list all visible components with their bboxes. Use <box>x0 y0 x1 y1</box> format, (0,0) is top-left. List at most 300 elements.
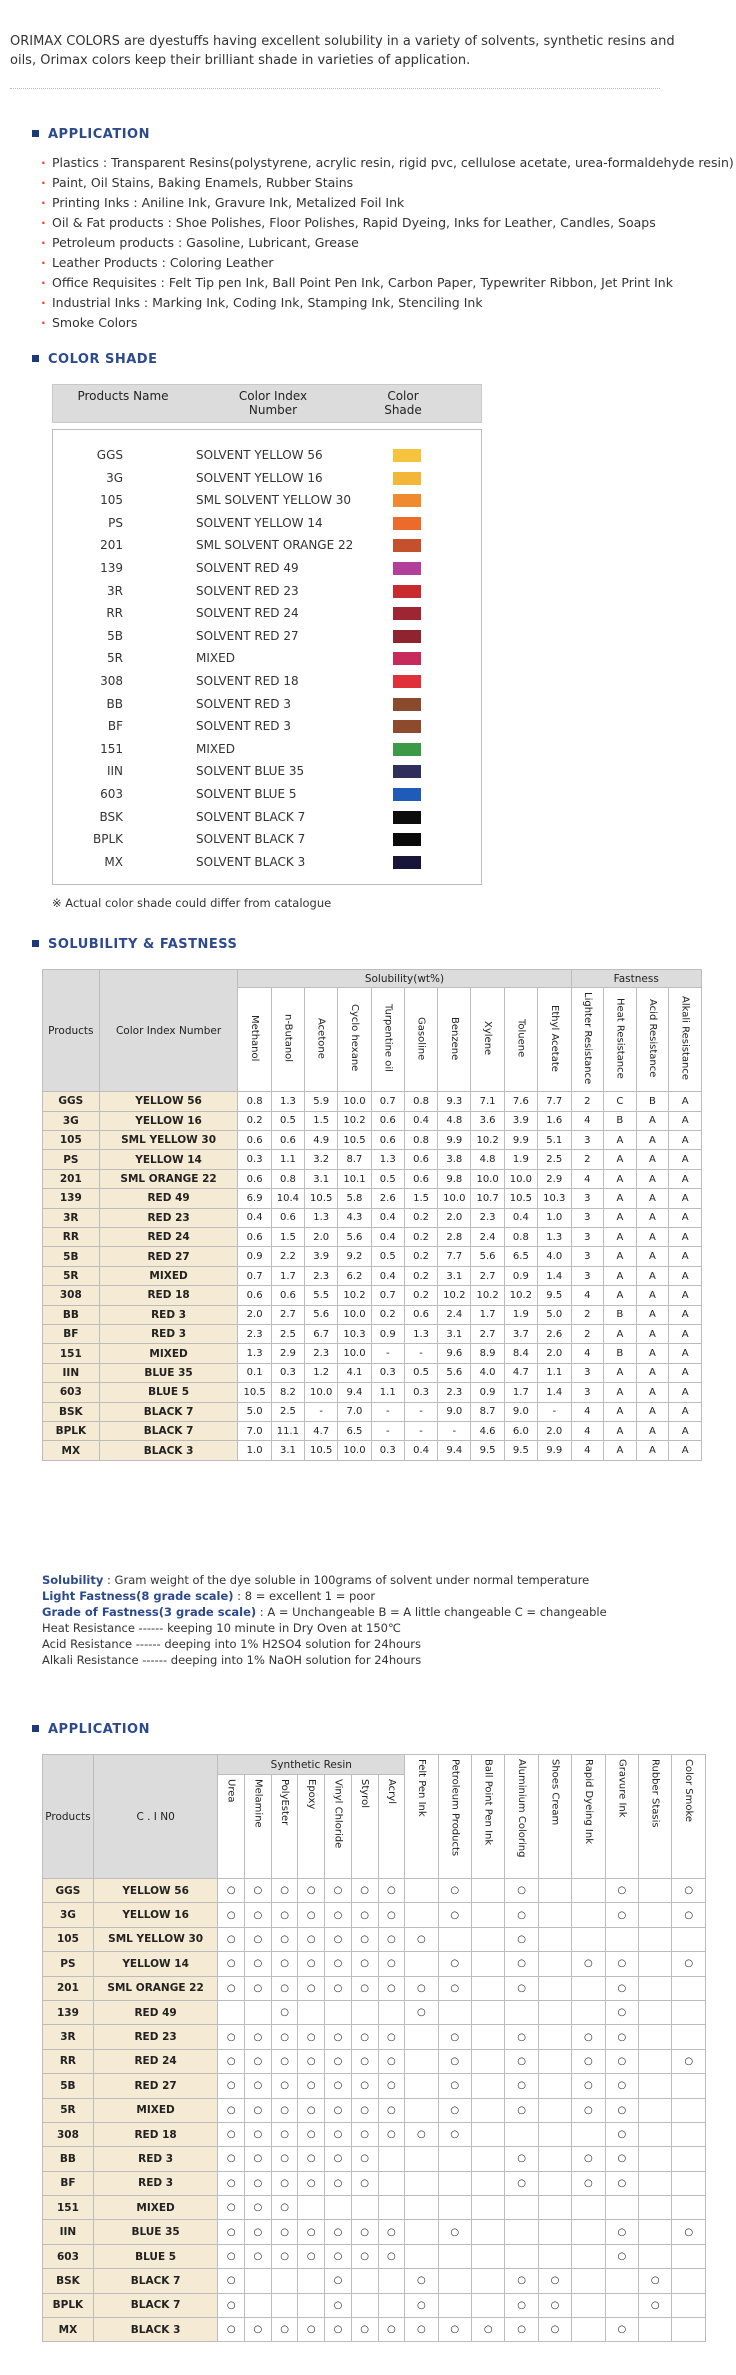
suitability-mark <box>438 2196 471 2220</box>
header-resin-type: Vinyl Chloride <box>325 1775 352 1879</box>
suitability-mark <box>472 2025 505 2049</box>
suitability-mark: ○ <box>605 2171 638 2195</box>
suitability-mark <box>672 2196 706 2220</box>
suitability-mark: ○ <box>271 2098 298 2122</box>
suitability-mark <box>538 1903 571 1927</box>
shade-row <box>53 580 481 603</box>
value-cell: 1.3 <box>305 1208 338 1227</box>
value-cell: 3 <box>571 1266 604 1285</box>
suitability-mark: ○ <box>505 2318 538 2342</box>
suitability-mark <box>472 2244 505 2268</box>
suitability-mark: ○ <box>505 1952 538 1976</box>
color-swatch <box>393 652 421 665</box>
suitability-mark <box>438 2293 471 2317</box>
header-solvent: Methanol <box>238 988 271 1092</box>
suitability-mark: ○ <box>505 2074 538 2098</box>
suitability-mark: ○ <box>378 2098 405 2122</box>
suitability-mark: ○ <box>378 1952 405 1976</box>
application-item: · Printing Inks : Aniline Ink, Gravure Ink, Metalized Foil Ink <box>52 193 734 213</box>
value-cell: A <box>669 1421 702 1440</box>
shade-color-index: SOLVENT BLACK 3 <box>196 854 306 869</box>
value-cell: 1.7 <box>504 1383 537 1402</box>
suitability-mark <box>378 2269 405 2293</box>
suitability-mark <box>325 2196 352 2220</box>
value-cell: B <box>604 1344 637 1363</box>
table-row <box>43 1927 706 1951</box>
suitability-mark <box>505 2244 538 2268</box>
value-cell: 0.5 <box>371 1169 404 1188</box>
suitability-mark: ○ <box>351 2171 378 2195</box>
suitability-mark: ○ <box>245 2049 272 2073</box>
shade-product: BF <box>107 719 123 734</box>
value-cell: 3.1 <box>305 1169 338 1188</box>
suitability-mark: ○ <box>271 1903 298 1927</box>
value-cell: 2.5 <box>538 1150 571 1169</box>
application-item: · Plastics : Transparent Resins(polystyrene, acrylic resin, rigid pvc, cellulose acetate, urea-formaldehyde resin) <box>52 153 734 173</box>
value-cell: - <box>371 1344 404 1363</box>
shade-row <box>53 806 481 829</box>
suitability-mark: ○ <box>605 2318 638 2342</box>
value-cell: A <box>636 1324 669 1343</box>
color-index-cell: BLUE 35 <box>99 1363 238 1382</box>
value-cell: 3.9 <box>305 1247 338 1266</box>
value-cell: 0.6 <box>371 1131 404 1150</box>
suitability-mark <box>438 2000 471 2024</box>
table-row <box>43 2000 706 2024</box>
value-cell: 0.3 <box>371 1363 404 1382</box>
product-cell: BSK <box>43 1402 100 1421</box>
cin-cell: BLACK 7 <box>93 2269 218 2293</box>
color-index-cell: RED 24 <box>99 1228 238 1247</box>
product-cell: MX <box>43 1441 100 1460</box>
suitability-mark: ○ <box>325 1976 352 2000</box>
shade-product: 603 <box>100 787 123 801</box>
solubility-table <box>42 969 702 1461</box>
value-cell: 4 <box>571 1402 604 1421</box>
value-cell: 0.7 <box>238 1266 271 1285</box>
value-cell: 1.7 <box>471 1305 504 1324</box>
suitability-mark <box>378 2000 405 2024</box>
header-resin-type: Acryl <box>378 1775 405 1879</box>
product-cell: 5B <box>43 1247 100 1266</box>
suitability-mark <box>538 2074 571 2098</box>
value-cell: A <box>669 1150 702 1169</box>
divider <box>10 88 660 89</box>
suitability-mark: ○ <box>438 2122 471 2146</box>
suitability-mark <box>639 2220 672 2244</box>
value-cell: A <box>604 1324 637 1343</box>
suitability-mark <box>472 1927 505 1951</box>
suitability-mark <box>505 2122 538 2146</box>
suitability-mark <box>405 1903 438 1927</box>
value-cell: 1.3 <box>404 1324 437 1343</box>
value-cell: 4 <box>571 1286 604 1305</box>
value-cell: A <box>604 1402 637 1421</box>
suitability-mark: ○ <box>325 2293 352 2317</box>
suitability-mark: ○ <box>605 1952 638 1976</box>
product-cell: PS <box>43 1952 94 1976</box>
suitability-mark: ○ <box>271 2171 298 2195</box>
value-cell: 1.2 <box>305 1363 338 1382</box>
suitability-mark <box>351 2293 378 2317</box>
shade-product: 105 <box>100 493 123 508</box>
product-cell: 201 <box>43 1169 100 1188</box>
suitability-mark: ○ <box>218 2244 245 2268</box>
header-resin-type: Epoxy <box>298 1775 325 1879</box>
suitability-mark <box>472 2074 505 2098</box>
application-item: · Industrial Inks : Marking Ink, Coding Ink, Stamping Ink, Stenciling Ink <box>52 293 734 313</box>
header-resin-type: Styrol <box>351 1775 378 1879</box>
suitability-mark: ○ <box>218 1879 245 1903</box>
product-cell: 151 <box>43 2196 94 2220</box>
value-cell: 1.3 <box>271 1092 304 1111</box>
color-swatch <box>393 472 421 485</box>
suitability-mark: ○ <box>245 1903 272 1927</box>
suitability-mark <box>639 2049 672 2073</box>
suitability-mark: ○ <box>605 2074 638 2098</box>
suitability-mark <box>271 2269 298 2293</box>
value-cell: 10.0 <box>305 1383 338 1402</box>
header-application: Ball Point Pen Ink <box>472 1755 505 1879</box>
value-cell: 9.4 <box>338 1383 371 1402</box>
value-cell: 9.9 <box>438 1131 471 1150</box>
shade-color-index: SOLVENT YELLOW 14 <box>196 515 323 530</box>
value-cell: 5.6 <box>305 1305 338 1324</box>
value-cell: - <box>538 1402 571 1421</box>
value-cell: 9.5 <box>538 1286 571 1305</box>
color-index-cell: BLACK 7 <box>99 1402 238 1421</box>
suitability-mark: ○ <box>505 2049 538 2073</box>
value-cell: 7.7 <box>438 1247 471 1266</box>
value-cell: 10.5 <box>305 1441 338 1460</box>
value-cell: 10.0 <box>504 1169 537 1188</box>
product-cell: BPLK <box>43 1421 100 1440</box>
application-item: · Smoke Colors <box>52 313 734 333</box>
value-cell: 0.6 <box>238 1286 271 1305</box>
suitability-mark: ○ <box>245 2220 272 2244</box>
suitability-mark <box>672 1927 706 1951</box>
suitability-mark <box>538 2000 571 2024</box>
suitability-mark: ○ <box>271 2196 298 2220</box>
value-cell: 1.5 <box>404 1189 437 1208</box>
table-row <box>43 2049 706 2073</box>
value-cell: A <box>669 1247 702 1266</box>
value-cell: A <box>636 1111 669 1130</box>
suitability-mark <box>572 2122 605 2146</box>
suitability-mark <box>378 2171 405 2195</box>
suitability-mark: ○ <box>298 2074 325 2098</box>
suitability-mark <box>538 2049 571 2073</box>
color-index-cell: RED 27 <box>99 1247 238 1266</box>
shade-product: BB <box>106 696 123 711</box>
suitability-mark: ○ <box>605 2147 638 2171</box>
suitability-mark: ○ <box>672 1879 706 1903</box>
value-cell: 0.2 <box>238 1111 271 1130</box>
header-fastness-type: Heat Resistance <box>604 988 637 1092</box>
cin-cell: MIXED <box>93 2196 218 2220</box>
cin-cell: SML YELLOW 30 <box>93 1927 218 1951</box>
value-cell: A <box>636 1402 669 1421</box>
shade-product: 308 <box>100 674 123 688</box>
table-row <box>43 1286 702 1305</box>
square-bullet-icon <box>32 355 39 362</box>
suitability-mark <box>605 2293 638 2317</box>
value-cell: 3 <box>571 1247 604 1266</box>
suitability-mark: ○ <box>271 2049 298 2073</box>
value-cell: 4 <box>571 1111 604 1130</box>
table-row <box>43 1324 702 1343</box>
header-solubility: Solubility(wt%) <box>238 970 571 988</box>
value-cell: 2.4 <box>438 1305 471 1324</box>
suitability-mark <box>639 1879 672 1903</box>
suitability-mark <box>672 2000 706 2024</box>
header-solvent: Benzene <box>438 988 471 1092</box>
value-cell: 9.6 <box>438 1344 471 1363</box>
suitability-mark <box>572 1976 605 2000</box>
color-swatch <box>393 607 421 620</box>
value-cell: 0.1 <box>238 1363 271 1382</box>
product-cell: 105 <box>43 1927 94 1951</box>
value-cell: 10.0 <box>338 1305 371 1324</box>
header-solvent: Xylene <box>471 988 504 1092</box>
suitability-mark <box>572 1879 605 1903</box>
value-cell: A <box>604 1441 637 1460</box>
product-cell: BF <box>43 2171 94 2195</box>
application-item: · Leather Products : Coloring Leather <box>52 253 734 273</box>
suitability-mark <box>505 2000 538 2024</box>
suitability-mark: ○ <box>298 1976 325 2000</box>
value-cell: 10.2 <box>338 1111 371 1130</box>
cin-cell: RED 3 <box>93 2171 218 2195</box>
shade-row <box>53 647 481 670</box>
value-cell: 0.2 <box>404 1228 437 1247</box>
suitability-mark: ○ <box>605 2000 638 2024</box>
shade-product: BPLK <box>92 832 123 847</box>
color-swatch <box>393 675 421 688</box>
suitability-mark: ○ <box>218 2098 245 2122</box>
color-swatch <box>393 585 421 598</box>
suitability-mark: ○ <box>351 2122 378 2146</box>
shade-color-index: SOLVENT BLUE 5 <box>196 787 297 801</box>
application-item: · Office Requisites : Felt Tip pen Ink, Ball Point Pen Ink, Carbon Paper, Typewriter Ribbon, Jet Print Ink <box>52 273 734 293</box>
value-cell: 1.6 <box>538 1111 571 1130</box>
suitability-mark <box>405 2147 438 2171</box>
cin-cell: BLACK 3 <box>93 2318 218 2342</box>
suitability-mark: ○ <box>405 2122 438 2146</box>
suitability-mark <box>605 2196 638 2220</box>
value-cell: 0.6 <box>238 1169 271 1188</box>
value-cell: 1.0 <box>238 1441 271 1460</box>
value-cell: 3.1 <box>438 1266 471 1285</box>
suitability-mark <box>672 2025 706 2049</box>
value-cell: 11.1 <box>271 1421 304 1440</box>
suitability-mark: ○ <box>271 1879 298 1903</box>
suitability-mark: ○ <box>351 1927 378 1951</box>
value-cell: A <box>669 1189 702 1208</box>
value-cell: 1.3 <box>538 1228 571 1247</box>
product-cell: BB <box>43 2147 94 2171</box>
suitability-mark <box>572 1903 605 1927</box>
value-cell: 2 <box>571 1324 604 1343</box>
shade-row <box>53 693 481 716</box>
shade-color-index: SOLVENT RED 27 <box>196 628 299 643</box>
table-row <box>43 2098 706 2122</box>
value-cell: 9.4 <box>438 1441 471 1460</box>
suitability-mark: ○ <box>351 2025 378 2049</box>
suitability-mark <box>572 2293 605 2317</box>
value-cell: - <box>404 1344 437 1363</box>
shade-product: 151 <box>100 741 123 756</box>
suitability-mark: ○ <box>405 2318 438 2342</box>
value-cell: 10.2 <box>438 1286 471 1305</box>
suitability-mark: ○ <box>572 2049 605 2073</box>
cin-cell: RED 18 <box>93 2122 218 2146</box>
value-cell: 0.9 <box>238 1247 271 1266</box>
suitability-mark: ○ <box>218 1952 245 1976</box>
cin-cell: BLUE 5 <box>93 2244 218 2268</box>
suitability-mark: ○ <box>572 2171 605 2195</box>
suitability-mark: ○ <box>271 2025 298 2049</box>
suitability-mark <box>639 1952 672 1976</box>
suitability-mark: ○ <box>438 1952 471 1976</box>
shade-row <box>53 467 481 490</box>
header-row <box>43 1755 706 1775</box>
suitability-mark: ○ <box>325 2074 352 2098</box>
color-swatch <box>393 720 421 733</box>
suitability-mark <box>639 2098 672 2122</box>
suitability-mark: ○ <box>245 2244 272 2268</box>
color-index-cell: YELLOW 16 <box>99 1111 238 1130</box>
suitability-mark: ○ <box>505 1903 538 1927</box>
value-cell: 0.2 <box>404 1266 437 1285</box>
suitability-mark: ○ <box>438 2074 471 2098</box>
table-row <box>43 2293 706 2317</box>
value-cell: 4.6 <box>471 1421 504 1440</box>
value-cell: 1.0 <box>538 1208 571 1227</box>
color-swatch <box>393 562 421 575</box>
suitability-mark: ○ <box>572 1952 605 1976</box>
value-cell: B <box>636 1092 669 1111</box>
color-index-cell: SML YELLOW 30 <box>99 1131 238 1150</box>
suitability-mark: ○ <box>605 2025 638 2049</box>
value-cell: 10.2 <box>471 1286 504 1305</box>
value-cell: A <box>636 1421 669 1440</box>
value-cell: A <box>604 1363 637 1382</box>
suitability-mark: ○ <box>325 2122 352 2146</box>
suitability-mark: ○ <box>505 2025 538 2049</box>
value-cell: 4.8 <box>438 1111 471 1130</box>
product-cell: GGS <box>43 1879 94 1903</box>
value-cell: 2.7 <box>471 1324 504 1343</box>
suitability-mark: ○ <box>218 2074 245 2098</box>
shade-color-index: SML SOLVENT ORANGE 22 <box>196 538 354 553</box>
table-row <box>43 2147 706 2171</box>
header-application: Aluminium Coloring <box>505 1755 538 1879</box>
shade-row <box>53 602 481 625</box>
value-cell: A <box>669 1092 702 1111</box>
suitability-mark: ○ <box>298 1903 325 1927</box>
value-cell: 3.1 <box>271 1441 304 1460</box>
header-solvent: Turpentine oil <box>371 988 404 1092</box>
value-cell: A <box>669 1169 702 1188</box>
suitability-mark: ○ <box>298 1927 325 1951</box>
suitability-mark: ○ <box>325 2049 352 2073</box>
shade-product: MX <box>104 854 123 869</box>
value-cell: 7.7 <box>538 1092 571 1111</box>
value-cell: 9.2 <box>338 1247 371 1266</box>
value-cell: 4.7 <box>504 1363 537 1382</box>
value-cell: 3.8 <box>438 1150 471 1169</box>
value-cell: 0.8 <box>271 1169 304 1188</box>
suitability-mark <box>472 2122 505 2146</box>
value-cell: 0.8 <box>404 1092 437 1111</box>
suitability-mark: ○ <box>325 2147 352 2171</box>
table-row <box>43 1247 702 1266</box>
suitability-mark: ○ <box>298 2147 325 2171</box>
value-cell: 2.0 <box>538 1421 571 1440</box>
product-cell: RR <box>43 1228 100 1247</box>
value-cell: 10.2 <box>504 1286 537 1305</box>
suitability-mark: ○ <box>378 1927 405 1951</box>
suitability-mark <box>298 2000 325 2024</box>
suitability-mark: ○ <box>245 2122 272 2146</box>
value-cell: 10.5 <box>338 1131 371 1150</box>
product-cell: BB <box>43 1305 100 1324</box>
suitability-mark: ○ <box>298 2244 325 2268</box>
suitability-mark <box>351 2196 378 2220</box>
suitability-mark: ○ <box>605 2049 638 2073</box>
suitability-mark <box>325 2000 352 2024</box>
value-cell: 10.3 <box>538 1189 571 1208</box>
product-cell: 3R <box>43 2025 94 2049</box>
value-cell: 10.0 <box>471 1169 504 1188</box>
suitability-mark: ○ <box>672 1903 706 1927</box>
header-solvent: Cyclo hexane <box>338 988 371 1092</box>
value-cell: 4.0 <box>538 1247 571 1266</box>
shade-row <box>53 760 481 783</box>
value-cell: 2.5 <box>271 1402 304 1421</box>
suitability-mark: ○ <box>218 2293 245 2317</box>
color-swatch <box>393 743 421 756</box>
value-cell: 2.3 <box>305 1266 338 1285</box>
shade-row <box>53 851 481 874</box>
suitability-mark: ○ <box>351 1903 378 1927</box>
suitability-mark <box>298 2293 325 2317</box>
shade-row <box>53 444 481 467</box>
color-index-cell: SML ORANGE 22 <box>99 1169 238 1188</box>
suitability-mark: ○ <box>505 1927 538 1951</box>
intro-paragraph: ORIMAX COLORS are dyestuffs having excellent solubility in a variety of solvents, synthetic resins and oils, Orimax colors keep their brilliant shade in varieties of application. <box>10 34 675 68</box>
table-row <box>43 1441 702 1460</box>
value-cell: 2.2 <box>271 1247 304 1266</box>
suitability-mark <box>572 2220 605 2244</box>
suitability-mark: ○ <box>218 2269 245 2293</box>
suitability-mark: ○ <box>538 2318 571 2342</box>
value-cell: 10.5 <box>238 1383 271 1402</box>
value-cell: 5.6 <box>438 1363 471 1382</box>
value-cell: 1.9 <box>504 1150 537 1169</box>
suitability-mark <box>538 2171 571 2195</box>
suitability-mark: ○ <box>405 2293 438 2317</box>
value-cell: 6.5 <box>504 1247 537 1266</box>
value-cell: 2.6 <box>371 1189 404 1208</box>
suitability-mark <box>472 1903 505 1927</box>
value-cell: A <box>669 1441 702 1460</box>
value-cell: A <box>669 1324 702 1343</box>
suitability-mark <box>639 2171 672 2195</box>
value-cell: A <box>669 1344 702 1363</box>
value-cell: 7.0 <box>338 1402 371 1421</box>
